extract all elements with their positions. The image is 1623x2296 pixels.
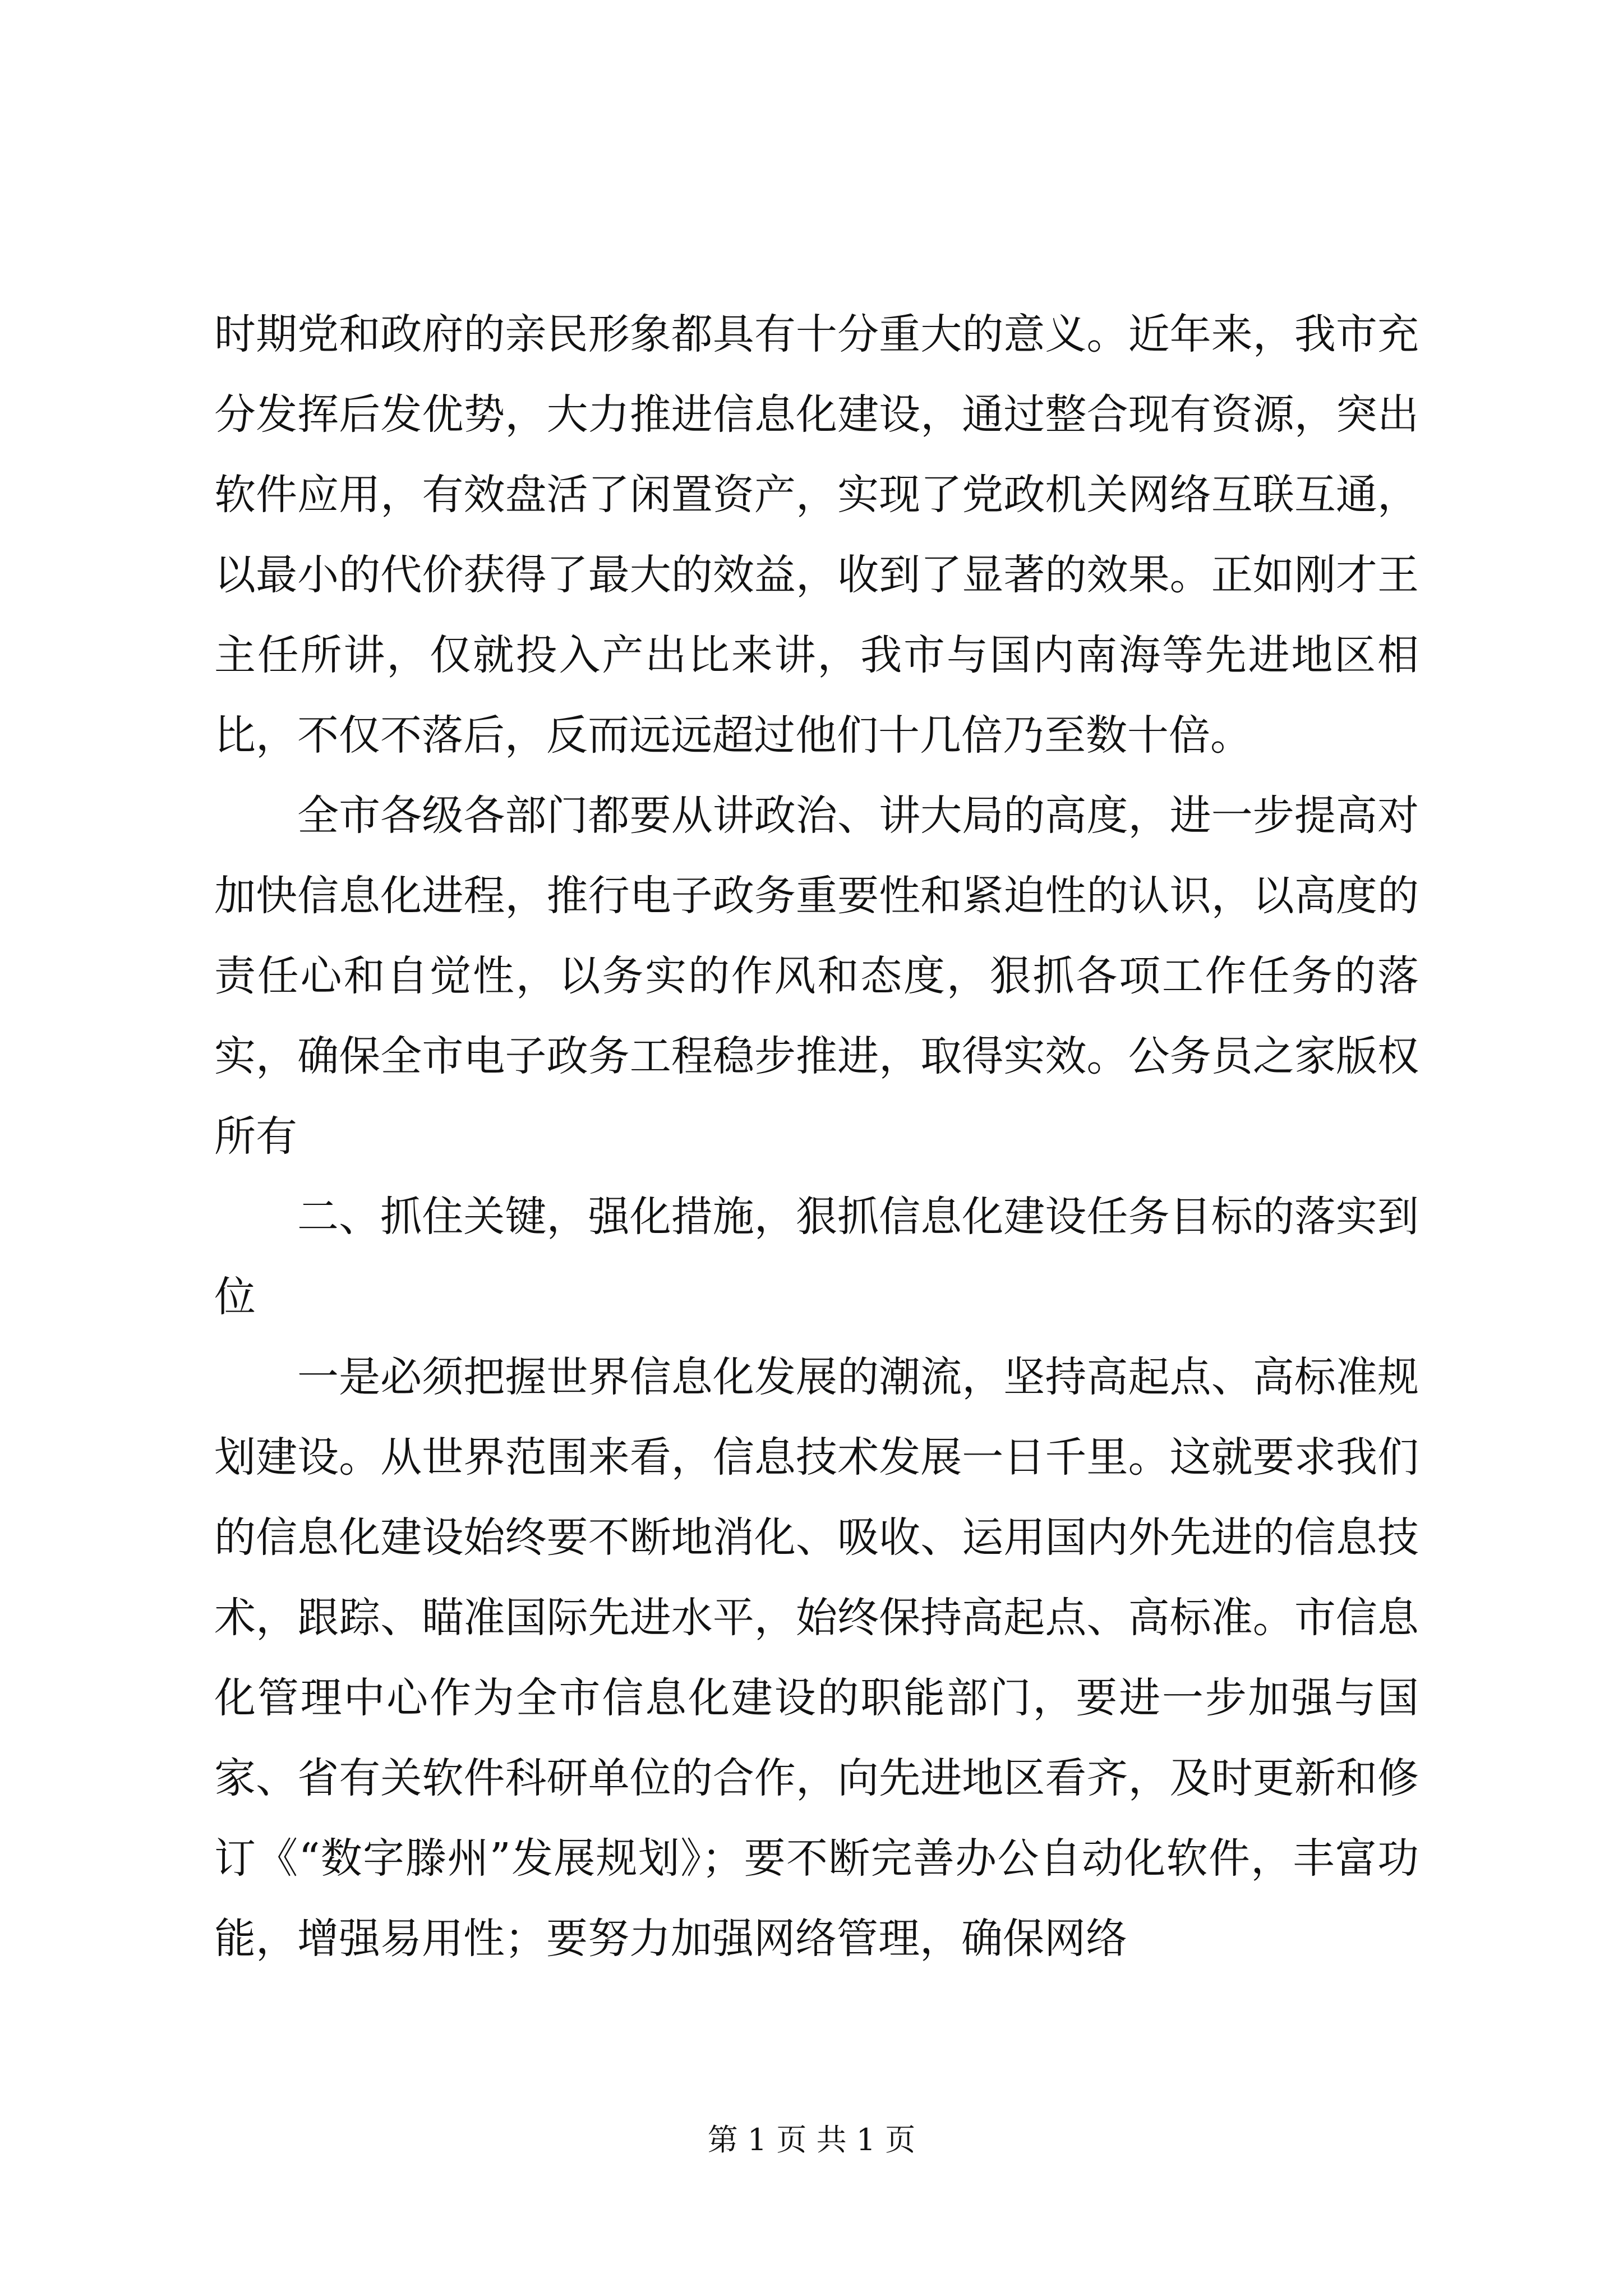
section-heading: 二、抓住关键，强化措施，狠抓信息化建设任务目标的落实到位 xyxy=(214,1193,1419,1321)
paragraph-continued: 时期党和政府的亲民形象都具有十分重大的意义。近年来，我市充分发挥后发优势，大力推进信息化建设，通过整合现有资源，突出软件应用，有效盘活了闲置资产，实现了党政机关网络互联互通，以最小的代价获得了最大的效益，收到了显著的效果。正如刚才王主任所讲，仅就投入产出比来讲，我市与国内南海等先进地区相比，不仅不落后，反而远远超过他们十几倍乃至数十倍。 xyxy=(214,310,1419,760)
page-footer: 第 1 页 共 1 页 xyxy=(707,2122,916,2157)
paragraph-planning: 一是必须把握世界信息化发展的潮流，坚持高起点、高标准规划建设。从世界范围来看，信息技术发展一日千里。这就要求我们的信息化建设始终要不断地消化、吸收、运用国内外先进的信息技术，跟踪、瞄准国际先进水平，始终保持高起点、高标准。市信息化管理中心作为全市信息化建设的职能部门，要进一步加强与国家、省有关软件科研单位的合作，向先进地区看齐，及时更新和修订《“数字滕州”发展规划》；要不断完善办公自动化软件，丰富功能，增强易用性；要努力加强网络管理，确保网络 xyxy=(214,1353,1419,1963)
document-body xyxy=(214,295,1419,1979)
paragraph-awareness: 全市各级各部门都要从讲政治、讲大局的高度，进一步提高对加快信息化进程，推行电子政务重要性和紧迫性的认识，以高度的责任心和自觉性，以务实的作风和态度，狠抓各项工作任务的落实，确保全市电子政务工程稳步推进，取得实效。公务员之家版权所有 xyxy=(214,792,1419,1161)
